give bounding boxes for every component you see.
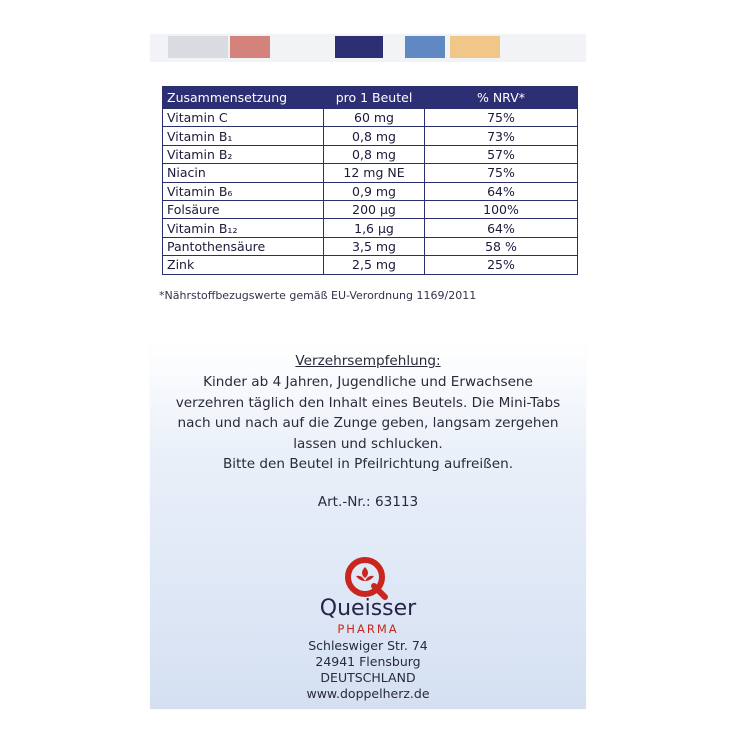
box-top-strip [150, 34, 586, 62]
table-row [163, 219, 578, 237]
nutrient-nrv: 64% [425, 182, 578, 200]
recommendation-line: Bitte den Beutel in Pfeilrichtung aufreißen. [222, 456, 514, 472]
brand-name: Queisser [319, 596, 417, 621]
recommendation-line: nach und nach auf die Zunge geben, langsam zergehen [177, 415, 559, 431]
nutrient-amount: 2,5 mg [324, 256, 425, 274]
top-strip-graphic [450, 36, 500, 58]
table-row [163, 127, 578, 145]
table-row [163, 237, 578, 255]
nutrient-name: Zink [163, 256, 324, 274]
table-row [163, 182, 578, 200]
top-strip-graphic [335, 36, 383, 58]
table-row [163, 109, 578, 127]
nutrient-amount: 1,6 µg [324, 219, 425, 237]
table-row [163, 145, 578, 163]
nutrient-name: Niacin [163, 164, 324, 182]
nutrient-name: Vitamin B₆ [163, 182, 324, 200]
nutrient-amount: 0,8 mg [324, 127, 425, 145]
nutrient-name: Vitamin B₂ [163, 145, 324, 163]
top-strip-graphic [405, 36, 445, 58]
nutrient-name: Vitamin C [163, 109, 324, 127]
nutrient-nrv: 64% [425, 219, 578, 237]
nutrient-amount: 0,8 mg [324, 145, 425, 163]
address-line: Schleswiger Str. 74 [308, 638, 428, 653]
recommendation-line: verzehren täglich den Inhalt eines Beutels. Die Mini-Tabs [175, 394, 561, 411]
nutrient-nrv: 100% [425, 200, 578, 218]
nutrient-amount: 60 mg [324, 109, 425, 127]
address-line: DEUTSCHLAND [320, 670, 416, 685]
nutrient-nrv: 75% [425, 164, 578, 182]
queisser-logo-icon [343, 555, 389, 601]
article-number: Art.-Nr.: 63113 [317, 494, 419, 510]
recommendation-title: Verzehrsempfehlung: [295, 353, 441, 369]
recommendation-line: lassen und schlucken. [293, 435, 443, 452]
nutrient-nrv: 25% [425, 256, 578, 274]
top-strip-graphic [230, 36, 270, 58]
address-line: 24941 Flensburg [315, 654, 421, 669]
nutrient-amount: 0,9 mg [324, 182, 425, 200]
table-row [163, 164, 578, 182]
website-link: www.doppelherz.de [306, 686, 430, 701]
nutrient-nrv: 58 % [425, 237, 578, 255]
nutrient-nrv: 75% [425, 109, 578, 127]
nutrient-amount: 3,5 mg [324, 237, 425, 255]
nutrient-name: Pantothensäure [163, 237, 324, 255]
nutrient-amount: 200 µg [324, 200, 425, 218]
table-row [163, 256, 578, 274]
table-row [163, 200, 578, 218]
nutrient-nrv: 73% [425, 127, 578, 145]
nutrient-amount: 12 mg NE [324, 164, 425, 182]
header-per-sachet: pro 1 Beutel [324, 87, 425, 109]
address-block [170, 638, 566, 702]
recommendation-text [170, 372, 566, 475]
table-header-row [163, 87, 578, 109]
nutrient-nrv: 57% [425, 145, 578, 163]
nrv-footnote: *Nährstoffbezugswerte gemäß EU-Verordnung 1169/2011 [159, 289, 477, 302]
header-composition: Zusammensetzung [163, 87, 324, 109]
top-strip-graphic [168, 36, 228, 58]
brand-subtitle: PHARMA [337, 622, 399, 636]
product-box-back [150, 34, 586, 709]
nutrition-table [162, 86, 578, 275]
nutrient-name: Vitamin B₁₂ [163, 219, 324, 237]
nutrient-name: Folsäure [163, 200, 324, 218]
recommendation-line: Kinder ab 4 Jahren, Jugendliche und Erwachsene [203, 374, 533, 390]
header-nrv: % NRV* [425, 87, 578, 109]
nutrient-name: Vitamin B₁ [163, 127, 324, 145]
